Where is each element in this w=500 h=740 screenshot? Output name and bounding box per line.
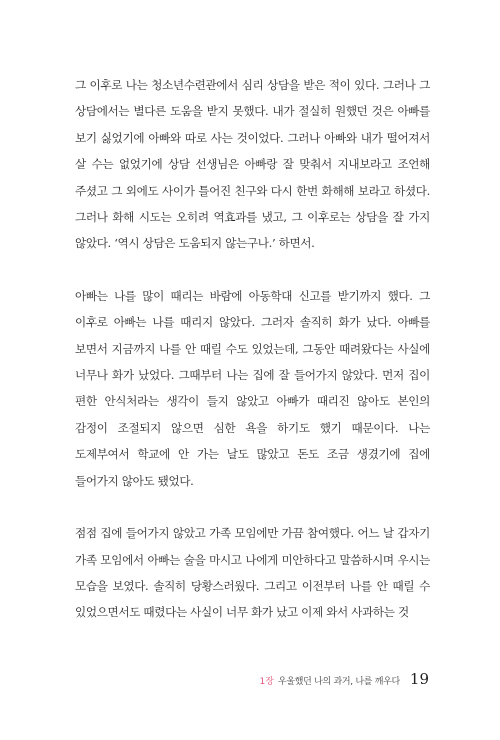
page-number: 19 xyxy=(409,670,429,688)
running-footer xyxy=(260,670,429,688)
paragraph-2: 아빠는 나를 많이 때리는 바람에 아동학대 신고를 받기까지 했다. 그 이후로 아빠는 나를 때리지 않았다. 그러자 솔직히 화가 났다. 아빠를 보면서 지금까지 나를 안 때릴 수도 있었는데, 그동안 때려왔다는 사실에 너무나 화가 났었다. 그때부터 나는 집에 잘 들어가지 않았다. 먼저 집이 편한 안식처라는 생각이 들지 않았고 아빠가 때리진 않아도 본인의 감정이 조절되지 않으면 심한 욕을 하기도 했기 때문이다. 나는 도제부여서 학교에 안 가는 날도 많았고 돈도 조금 생겼기에 집에 들어가지 않아도 됐었다. xyxy=(75,288,430,488)
body-text xyxy=(75,72,430,626)
paragraph-3: 점점 집에 들어가지 않았고 가족 모임에만 가끔 참여했다. 어느 날 갑자기 가족 모임에서 아빠는 술을 마시고 나에게 미안하다고 말씀하시며 우시는 모습을 보였다. 솔직히 당황스러웠다. 그리고 이전부터 나를 안 때릴 수 있었으면서도 때렸다는 사실이 너무 화가 났고 이제 와서 사과하는 것 xyxy=(75,526,430,620)
chapter-label: 1장 xyxy=(259,677,274,687)
paragraph-1: 그 이후로 나는 청소년수련관에서 심리 상담을 받은 적이 있다. 그러나 그 상담에서는 별다른 도움을 받지 못했다. 내가 절실히 원했던 것은 아빠를 보기 싫었기에 아빠와 따로 사는 것이었다. 그러나 아빠와 내가 떨어져서 살 수는 없었기에 상담 선생님은 아빠랑 잘 맞춰서 지내보라고 조언해 주셨고 그 외에도 사이가 틀어진 친구와 다시 한번 화해해 보라고 하셨다. 그러나 화해 시도는 오히려 역효과를 냈고, 그 이후로는 상담을 잘 가지 않았다. ‘역시 상담은 도움되지 않는구나.’ 하면서. xyxy=(75,78,430,251)
chapter-title: 우울했던 나의 과거, 나를 깨우다 xyxy=(277,677,400,687)
